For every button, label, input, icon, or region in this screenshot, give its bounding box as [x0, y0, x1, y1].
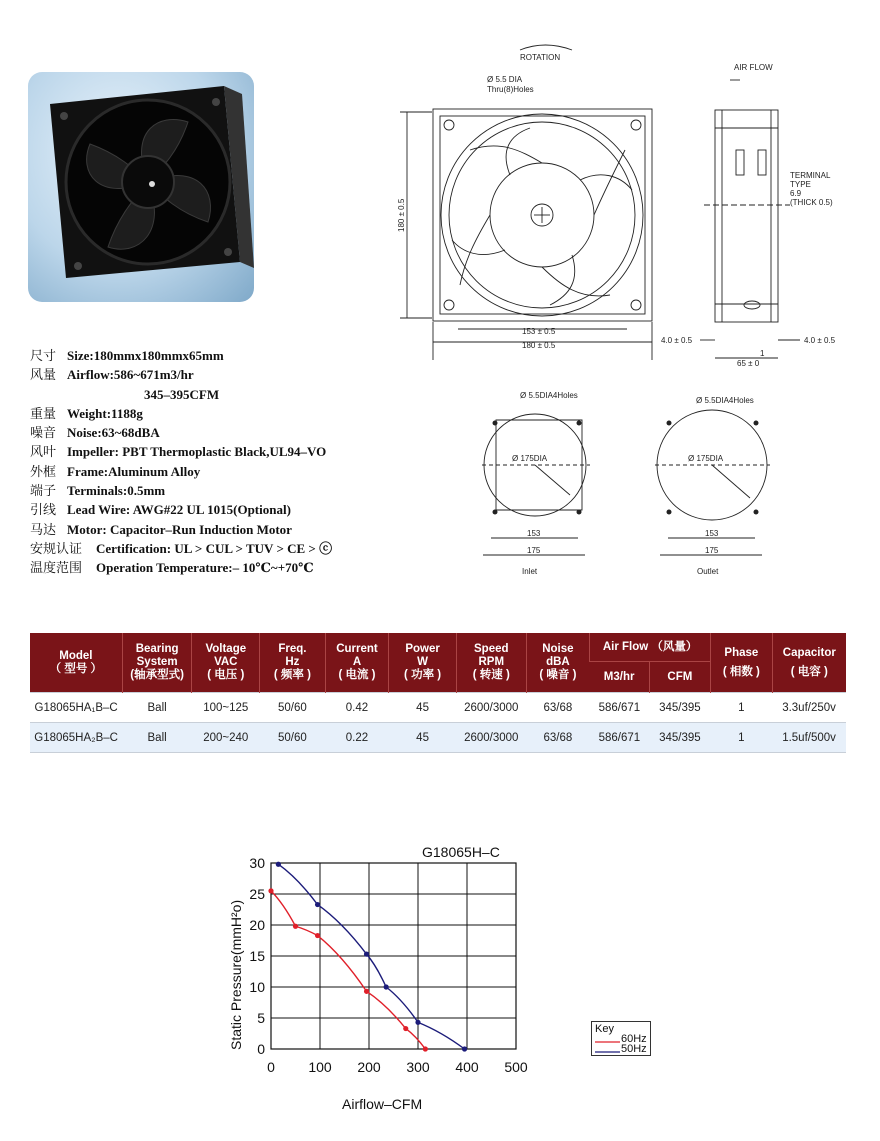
y-tick-label: 5	[257, 1010, 265, 1026]
outlet-label: Outlet	[697, 567, 719, 576]
x-tick-label: 300	[406, 1059, 430, 1075]
outlet-175: 175	[705, 546, 719, 555]
spec-table	[30, 633, 846, 753]
x-tick-label: 200	[357, 1059, 381, 1075]
cell-phase: 1	[711, 693, 773, 723]
spec-label-cn: 重量	[30, 405, 57, 421]
series-point-60Hz	[462, 1046, 467, 1051]
spec-label-cn: 温度范围	[30, 560, 83, 576]
spec-value: Airflow:586~671m3/hr	[67, 367, 194, 383]
cell-cfm: 345/395	[649, 723, 711, 753]
dim-153: 153 ± 0.5	[522, 327, 556, 336]
dim-180: 180 ± 0.5	[522, 341, 556, 350]
series-line-50Hz	[271, 891, 425, 1049]
cell-freq: 50/60	[260, 693, 326, 723]
spec-value: Noise:63~68dBA	[67, 425, 160, 441]
col-power: Power W ( 功率 )	[389, 633, 457, 693]
table-row	[30, 693, 846, 723]
cell-capacitor: 1.5uf/500v	[772, 723, 846, 753]
terminal-note-2: TYPE	[790, 180, 811, 189]
chart-title: G18065H–C	[422, 844, 500, 860]
cell-capacitor: 3.3uf/250v	[772, 693, 846, 723]
series-point-50Hz	[293, 924, 298, 929]
cell-model: G18065HA₁B–C	[30, 693, 122, 723]
inlet-153: 153	[527, 529, 541, 538]
outlet-153: 153	[705, 529, 719, 538]
spec-value: Operation Temperature:– 10℃~+70℃	[96, 560, 314, 576]
cell-voltage: 200~240	[192, 723, 260, 753]
col-airflow: Air Flow （风量）	[590, 633, 711, 662]
series-point-60Hz	[315, 902, 320, 907]
outlet-holes: Ø 5.5DIA4Holes	[696, 396, 754, 405]
series-point-60Hz	[364, 952, 369, 957]
key-60hz-label: 60Hz	[621, 1033, 647, 1045]
y-tick-label: 15	[249, 948, 265, 964]
col-voltage: Voltage VAC ( 电压 )	[192, 633, 260, 693]
key-50hz-label: 50Hz	[621, 1043, 647, 1055]
cell-current: 0.42	[325, 693, 389, 723]
cell-voltage: 100~125	[192, 693, 260, 723]
col-m3hr: M3/hr	[590, 662, 649, 693]
series-point-50Hz	[423, 1046, 428, 1051]
spec-label-cn: 噪音	[30, 425, 57, 441]
key-svg	[592, 1022, 650, 1055]
hole-note-1: Ø 5.5 DIA	[487, 75, 523, 84]
col-speed: Speed RPM ( 转速 )	[456, 633, 526, 693]
cell-freq: 50/60	[260, 723, 326, 753]
y-axis-label: Static Pressure(mmH²o)	[228, 899, 244, 1050]
performance-chart	[210, 835, 670, 1125]
spec-label-cn: 端子	[30, 483, 57, 499]
y-tick-label: 0	[257, 1041, 265, 1057]
airflow-label: AIR FLOW	[734, 63, 773, 72]
spec-value: Frame:Aluminum Alloy	[67, 463, 201, 479]
terminal-note-3: 6.9	[790, 189, 802, 198]
key-title: Key	[595, 1023, 614, 1035]
x-tick-label: 400	[455, 1059, 479, 1075]
series-point-60Hz	[415, 1020, 420, 1025]
col-phase: Phase ( 相数 )	[711, 633, 773, 693]
spec-label-cn: 安规认证	[30, 540, 83, 556]
chart-key	[591, 1021, 651, 1056]
col-noise: Noise dBA ( 噪音 )	[526, 633, 590, 693]
spec-value: Terminals:0.5mm	[67, 483, 166, 499]
rotation-label: ROTATION	[520, 53, 561, 62]
x-tick-label: 0	[267, 1059, 275, 1075]
col-capacitor: Capacitor ( 电容 )	[772, 633, 846, 693]
series-line-60Hz	[278, 864, 464, 1049]
terminal-note-1: TERMINAL	[790, 171, 831, 180]
side-view	[715, 110, 778, 322]
chart-grid	[271, 863, 516, 1049]
spec-label-cn: 引线	[30, 502, 57, 518]
y-tick-label: 20	[249, 917, 265, 933]
col-model: Model （ 型号 ）	[30, 633, 122, 693]
inlet-holes: Ø 5.5DIA4Holes	[520, 391, 578, 400]
spec-label-cn: 马达	[30, 521, 57, 537]
cell-speed: 2600/3000	[456, 693, 526, 723]
cell-cfm: 345/395	[649, 693, 711, 723]
cell-model: G18065HA₂B–C	[30, 723, 122, 753]
side-left-dim: 4.0 ± 0.5	[661, 336, 693, 345]
inlet-dia: Ø 175DIA	[512, 454, 548, 463]
series-point-60Hz	[276, 862, 281, 867]
x-tick-label: 100	[308, 1059, 332, 1075]
chart-series	[268, 862, 467, 1052]
series-point-60Hz	[384, 984, 389, 989]
series-point-50Hz	[315, 933, 320, 938]
cell-noise: 63/68	[526, 693, 590, 723]
spec-label-cn: 风叶	[30, 444, 57, 460]
spec-value: Size:180mmx180mmx65mm	[67, 348, 224, 363]
outlet-dia: Ø 175DIA	[688, 454, 724, 463]
cell-m3hr: 586/671	[590, 723, 649, 753]
cell-power: 45	[389, 723, 457, 753]
side-right-dim: 4.0 ± 0.5	[804, 336, 836, 345]
series-point-50Hz	[268, 888, 273, 893]
terminal-note-4: (THICK 0.5)	[790, 198, 833, 207]
col-bearing: Bearing System (轴承型式)	[122, 633, 192, 693]
spec-value: Certification: UL > CUL > TUV > CE > ⓒ	[96, 540, 333, 556]
series-point-50Hz	[364, 989, 369, 994]
spec-value: Lead Wire: AWG#22 UL 1015(Optional)	[67, 502, 291, 518]
spec-value: Impeller: PBT Thermoplastic Black,UL94–VO	[67, 444, 327, 460]
col-current: Current A ( 电流 )	[325, 633, 389, 693]
y-tick-label: 10	[249, 979, 265, 995]
spec-label-cn: 尺寸	[30, 348, 57, 363]
inlet-label: Inlet	[522, 567, 538, 576]
col-cfm: CFM	[649, 662, 711, 693]
side-depth-dim: 65 ± 0	[737, 359, 760, 368]
series-point-50Hz	[403, 1026, 408, 1031]
spec-value: Motor: Capacitor–Run Induction Motor	[67, 521, 292, 537]
cell-m3hr: 586/671	[590, 693, 649, 723]
table-row	[30, 723, 846, 753]
y-tick-label: 25	[249, 886, 265, 902]
spec-value: Weight:1188g	[67, 405, 143, 421]
cell-current: 0.22	[325, 723, 389, 753]
side-tol: 1	[760, 349, 765, 358]
spec-label-cn: 外框	[30, 463, 57, 479]
spec-value: 345–395CFM	[144, 386, 220, 402]
cell-phase: 1	[711, 723, 773, 753]
spec-label-cn: 风量	[30, 367, 57, 383]
table-header-row	[30, 633, 846, 662]
y-tick-label: 30	[249, 855, 265, 871]
hole-note-2: Thru(8)Holes	[487, 85, 534, 94]
cell-noise: 63/68	[526, 723, 590, 753]
height-dim: 180 ± 0.5	[397, 198, 406, 232]
x-tick-label: 500	[504, 1059, 528, 1075]
col-freq: Freq. Hz ( 频率 )	[260, 633, 326, 693]
x-axis-label: Airflow–CFM	[342, 1096, 423, 1112]
cell-bearing: Ball	[122, 693, 192, 723]
inlet-175: 175	[527, 546, 541, 555]
chart-ticks	[249, 855, 527, 1075]
cell-power: 45	[389, 693, 457, 723]
cell-bearing: Ball	[122, 723, 192, 753]
cell-speed: 2600/3000	[456, 723, 526, 753]
